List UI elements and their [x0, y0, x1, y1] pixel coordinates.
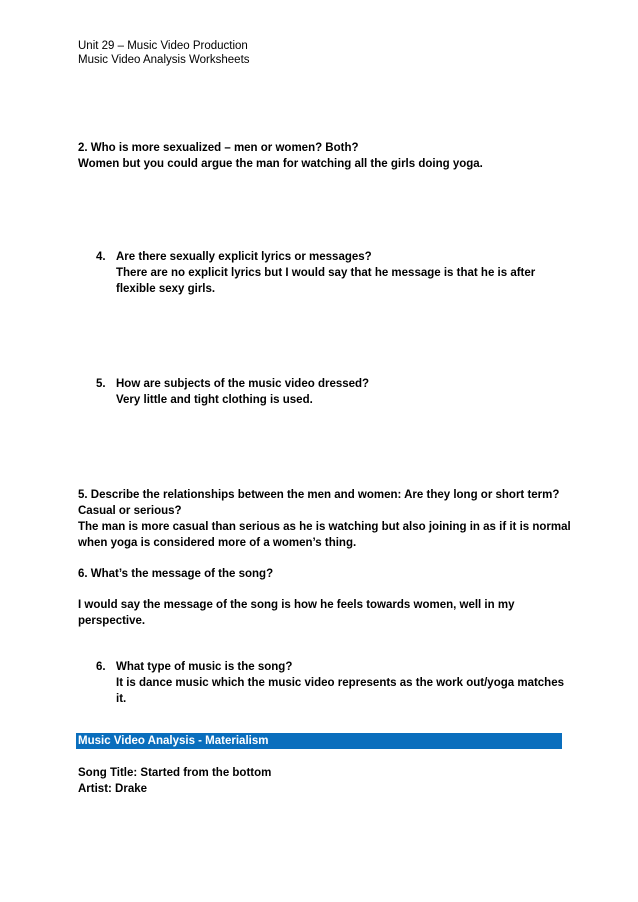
- question-4-number: 4.: [96, 251, 106, 263]
- answer-2: Women but you could argue the man for watching all the girls doing yoga.: [78, 158, 483, 170]
- header-unit-title: Unit 29 – Music Video Production: [78, 40, 248, 52]
- header-worksheet-title: Music Video Analysis Worksheets: [78, 54, 250, 66]
- section-heading-materialism: Music Video Analysis - Materialism: [78, 735, 269, 747]
- question-5-dress: How are subjects of the music video dressed?: [116, 378, 370, 390]
- question-5-dress-number: 5.: [96, 378, 106, 390]
- song-title: Song Title: Started from the bottom: [78, 767, 272, 779]
- song-artist: Artist: Drake: [78, 783, 148, 795]
- answer-6-message-line-2: perspective.: [78, 615, 146, 627]
- answer-4-line-2: flexible sexy girls.: [116, 283, 216, 295]
- section-heading-bar: [76, 733, 562, 749]
- answer-6-music-type-line-1: It is dance music which the music video represents as the work out/yoga matches: [116, 677, 565, 689]
- question-5-relationships-line-2: Casual or serious?: [78, 505, 182, 517]
- answer-6-message-line-1: I would say the message of the song is how he feels towards women, well in my: [78, 599, 515, 611]
- answer-5-relationships-line-1: The man is more casual than serious as he is watching but also joining in as if it is normal: [78, 521, 571, 533]
- answer-5-dress: Very little and tight clothing is used.: [116, 394, 313, 406]
- answer-5-relationships-line-2: when yoga is considered more of a women’s thing.: [78, 537, 357, 549]
- question-5-relationships-line-1: 5. Describe the relationships between the men and women: Are they long or short term?: [78, 489, 560, 501]
- question-6-message: 6. What’s the message of the song?: [78, 568, 274, 580]
- question-4: Are there sexually explicit lyrics or messages?: [116, 251, 372, 263]
- question-6-music-type-number: 6.: [96, 661, 106, 673]
- question-6-music-type: What type of music is the song?: [116, 661, 293, 673]
- answer-6-music-type-line-2: it.: [116, 693, 127, 705]
- answer-4-line-1: There are no explicit lyrics but I would say that he message is that he is after: [116, 267, 536, 279]
- question-2: 2. Who is more sexualized – men or women? Both?: [78, 142, 359, 154]
